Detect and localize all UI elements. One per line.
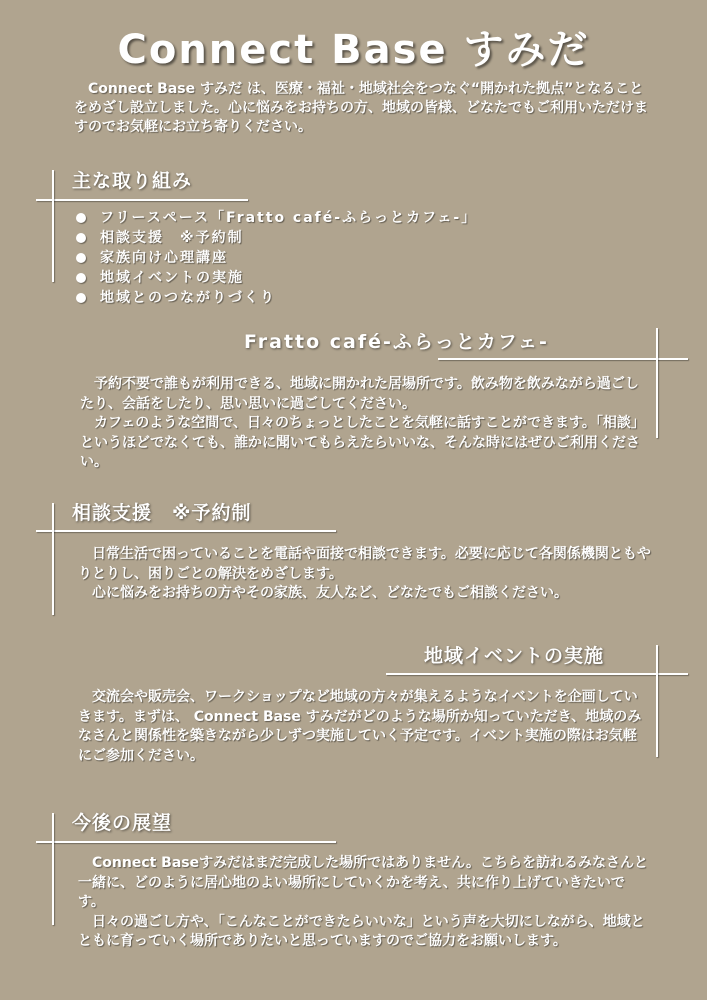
list-item: 地域イベントの実施 — [76, 268, 477, 288]
section-heading-cafe: Fratto café-ふらっとカフェ- — [244, 331, 549, 353]
section-divider-cafe-h — [438, 358, 688, 360]
bullet-icon — [76, 273, 86, 283]
section-divider-consult-v — [52, 503, 54, 615]
cafe-description: 予約不要で誰もが利用できる、地域に開かれた居場所です。飲み物を飲みながら過ごしたり、会話をしたり、思い思いに過ごしてください。 カフェのような空間で、日々のちょっとしたことを気軽に話すことができます。「相談」というほどでなくても、誰かに聞いてもらえたらいいな、そんな時にはぜひご利用ください。 — [80, 376, 645, 470]
list-item: 家族向け心理講座 — [76, 248, 477, 268]
main-activity-list — [76, 208, 477, 308]
intro-paragraph: Connect Base すみだ は、医療・福祉・地域社会をつなぐ“開かれた拠点”となることをめざし設立しました。心に悩みをお持ちの方、地域の皆様、どなたでもご利用いただけますのでお気軽にお立ち寄りください。 — [74, 81, 648, 135]
bullet-icon — [76, 293, 86, 303]
section-divider-events-h — [386, 673, 688, 675]
section-divider-future-h — [36, 841, 336, 843]
consult-description: 日常生活で困っていることを電話や面接で相談できます。必要に応じて各関係機関ともやりとりし、困りごとの解決をめざします。 心に悩みをお持ちの方やその家族、友人など、どなたでもご相談ください。 — [78, 546, 651, 601]
section-divider-events-v — [656, 645, 658, 757]
section-heading-future: 今後の展望 — [72, 812, 173, 834]
list-item: フリースペース「Fratto café-ふらっとカフェ-」 — [76, 208, 477, 228]
bullet-icon — [76, 253, 86, 263]
section-divider-main-h — [36, 199, 248, 201]
section-heading-main: 主な取り組み — [72, 170, 193, 192]
list-item: 相談支援 ※予約制 — [76, 228, 477, 248]
list-item: 地域とのつながりづくり — [76, 288, 477, 308]
section-divider-future-v — [52, 813, 54, 925]
bullet-icon — [76, 233, 86, 243]
section-divider-cafe-v — [656, 328, 658, 438]
events-description: 交流会や販売会、ワークショップなど地域の方々が集えるようなイベントを企画していきます。まずは、 Connect Base すみだがどのような場所か知っていただき、地域のみなさんと関係性を築きながら少しずつ実施していく予定です。イベント実施の際はお気軽にご参加ください。 — [78, 689, 642, 764]
bullet-icon — [76, 213, 86, 223]
section-heading-consult: 相談支援 ※予約制 — [72, 502, 252, 524]
future-description: Connect Baseすみだはまだ完成した場所ではありません。こちらを訪れるみなさんと一緒に、どのように居心地のよい場所にしていくかを考え、共に作り上げていきたいです。 日々の過ごし方や、「こんなことができたらいいな」という声を大切にしながら、地域とともに育っていく場所でありたいと思っていますのでご協力をお願いします。 — [78, 855, 648, 949]
section-heading-events: 地域イベントの実施 — [424, 645, 605, 667]
page-title: Connect Base すみだ — [117, 27, 590, 73]
section-divider-main-v — [52, 170, 54, 282]
section-divider-consult-h — [36, 530, 336, 532]
